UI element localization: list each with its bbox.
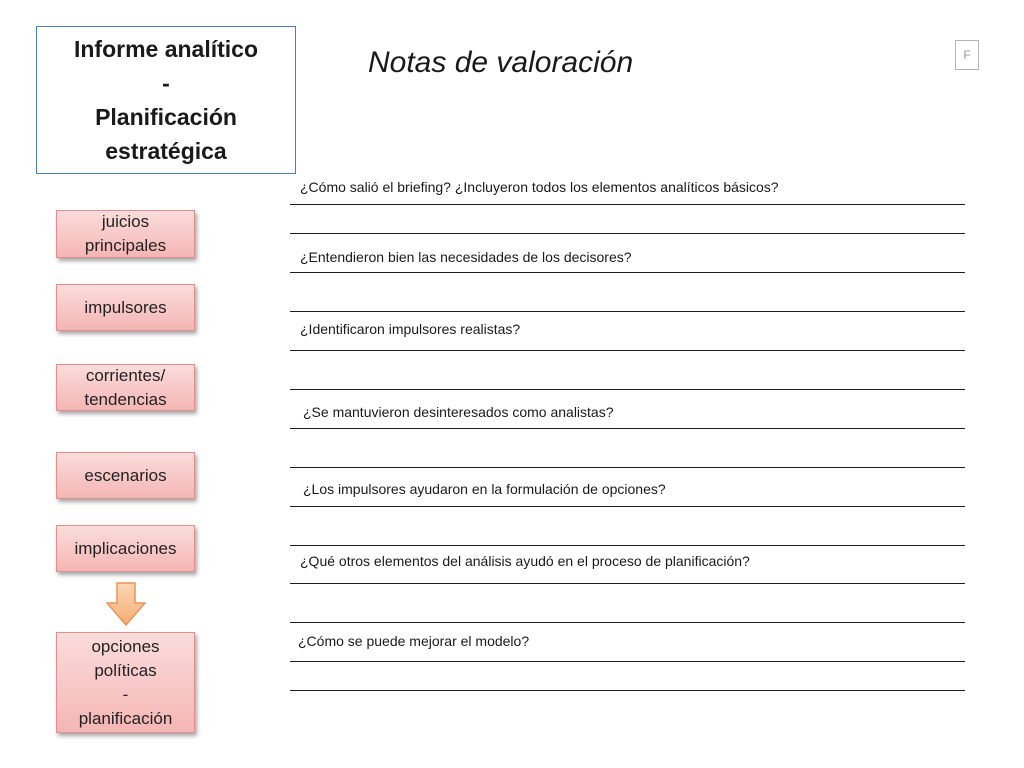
question-text: ¿Cómo salió el briefing? ¿Incluyeron todos los elementos analíticos básicos?	[300, 179, 779, 195]
question-text: ¿Se mantuvieron desinteresados como analistas?	[303, 404, 614, 420]
report-title-line: Informe analítico	[73, 36, 259, 62]
answer-line[interactable]	[290, 661, 965, 662]
answer-line[interactable]	[290, 428, 965, 429]
report-title-line: -	[162, 70, 170, 96]
step-label: opciones	[91, 636, 160, 656]
step-label: corrientes/	[85, 365, 166, 385]
question-text: ¿Identificaron impulsores realistas?	[300, 321, 521, 337]
step-label: juicios	[101, 212, 150, 231]
step-label: políticas	[94, 660, 157, 680]
report-title-line: Planificación	[95, 104, 237, 130]
answer-line[interactable]	[290, 690, 965, 691]
step-label: principales	[84, 236, 167, 255]
step-opciones-politicas	[56, 632, 195, 733]
answer-line[interactable]	[290, 506, 965, 507]
answer-line[interactable]	[290, 272, 965, 273]
answer-line[interactable]	[290, 467, 965, 468]
answer-line[interactable]	[290, 204, 965, 205]
step-label: -	[122, 684, 129, 704]
question-text: ¿Qué otros elementos del análisis ayudó en el proceso de planificación?	[300, 553, 750, 569]
step-label: implicaciones	[74, 538, 177, 558]
step-label: planificación	[78, 708, 173, 728]
answer-line[interactable]	[290, 583, 965, 584]
down-arrow-icon	[106, 582, 146, 626]
answer-line[interactable]	[290, 622, 965, 623]
question-text: ¿Entendieron bien las necesidades de los decisores?	[300, 249, 632, 265]
step-implicaciones	[56, 525, 195, 572]
step-corrientes-tendencias	[56, 364, 195, 411]
question-text: ¿Los impulsores ayudaron en la formulación de opciones?	[303, 481, 666, 497]
step-escenarios	[56, 452, 195, 499]
step-impulsores	[56, 284, 195, 331]
report-title-line: estratégica	[105, 138, 227, 164]
answer-line[interactable]	[290, 389, 965, 390]
step-juicios-principales	[56, 210, 195, 258]
answer-line[interactable]	[290, 233, 965, 234]
step-label: escenarios	[84, 465, 167, 485]
slide-title: Notas de valoración	[368, 46, 634, 79]
question-text: ¿Cómo se puede mejorar el modelo?	[298, 633, 530, 649]
step-label: tendencias	[84, 389, 167, 409]
answer-line[interactable]	[290, 350, 965, 351]
step-label: impulsores	[84, 297, 167, 317]
corner-badge: F	[955, 40, 979, 70]
answer-line[interactable]	[290, 311, 965, 312]
report-title-box	[36, 26, 296, 174]
answer-line[interactable]	[290, 545, 965, 546]
